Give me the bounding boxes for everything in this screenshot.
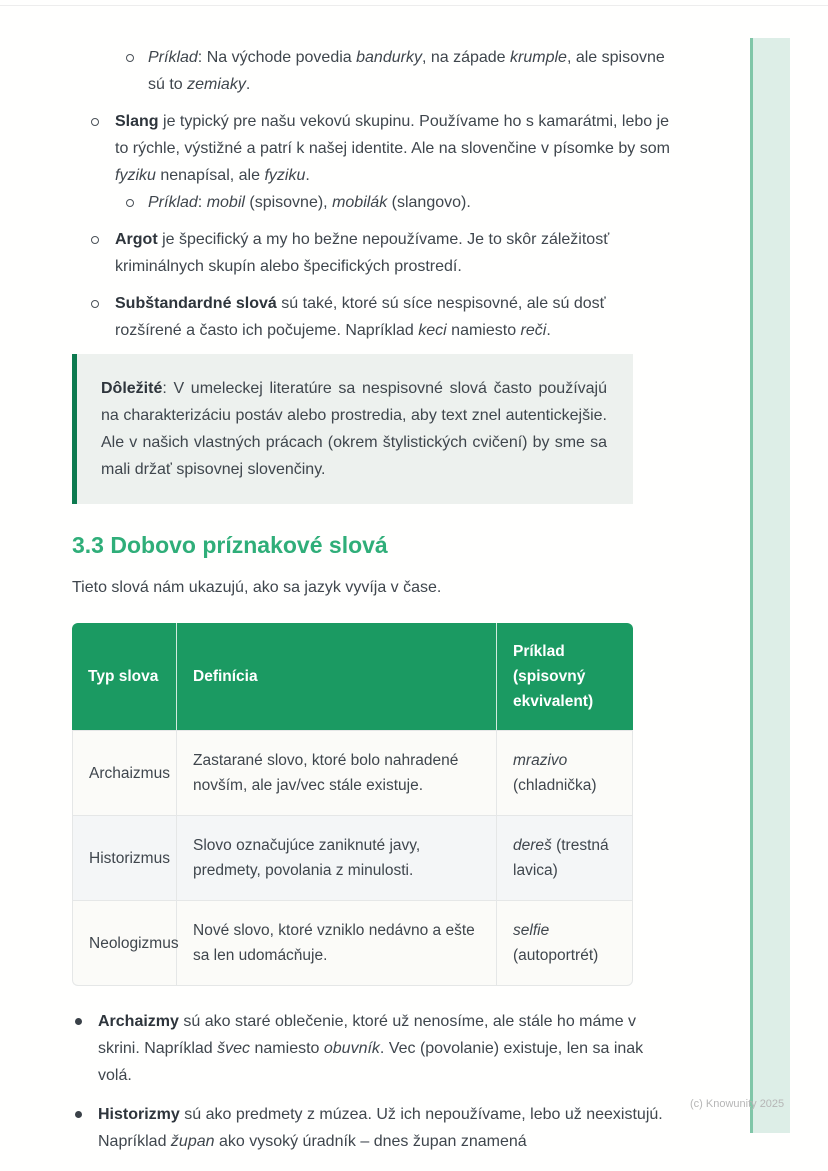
list-item [72, 290, 676, 344]
word-types-explanation-list [72, 1008, 676, 1155]
table-row [72, 730, 633, 815]
cell-definition: Nové slovo, ktoré vzniklo nedávno a ešte sa len udomácňuje. [176, 900, 496, 986]
disc-bullet-icon [75, 1018, 82, 1025]
disc-bullet-icon [75, 1111, 82, 1118]
cell-example: mrazivo (chladnička) [496, 730, 633, 815]
table-header-type: Typ slova [72, 623, 176, 730]
list-item-text: Subštandardné slová sú také, ktoré sú síce nespisovné, ale sú dosť rozšírené a často ich počujeme. Napríklad keci namiesto reči. [115, 295, 606, 339]
circle-bullet-icon [126, 199, 134, 207]
list-item [72, 1008, 676, 1089]
list-item-text: Príklad: Na východe povedia bandurky, na západe krumple, ale spisovne sú to zemiaky. [148, 49, 665, 93]
list-item [72, 1101, 676, 1155]
cell-definition: Slovo označujúce zaniknuté javy, predmety, povolania z minulosti. [176, 815, 496, 900]
document-content [72, 44, 676, 1155]
important-callout [72, 354, 633, 504]
cell-definition: Zastarané slovo, ktoré bolo nahradené novším, ale jav/vec stále existuje. [176, 730, 496, 815]
table-header-example: Príklad (spisovný ekvivalent) [496, 623, 633, 730]
list-item [72, 189, 676, 216]
circle-bullet-icon [91, 236, 99, 244]
word-types-table [72, 623, 633, 986]
cell-example: selfie (autoportrét) [496, 900, 633, 986]
table-row [72, 900, 633, 986]
watermark: (c) Knowunity 2025 [690, 1098, 785, 1110]
cell-type: Historizmus [72, 815, 176, 900]
cell-type: Neologizmus [72, 900, 176, 986]
section-intro: Tieto slová nám ukazujú, ako sa jazyk vyvíja v čase. [72, 579, 442, 596]
circle-bullet-icon [91, 300, 99, 308]
cell-example: dereš (trestná lavica) [496, 815, 633, 900]
page-top-edge [0, 5, 828, 6]
circle-bullet-icon [91, 118, 99, 126]
cell-type: Archaizmus [72, 730, 176, 815]
table-header-definition: Definícia [176, 623, 496, 730]
page-margin-accent-bar [750, 38, 790, 1133]
section-heading: 3.3 Dobovo príznakové slová [72, 532, 388, 558]
list-item-text: Historizmy sú ako predmety z múzea. Už ich nepoužívame, lebo už neexistujú. Napríklad župan ako vysoký úradník – dnes župan znamená [98, 1106, 663, 1150]
list-item-text: Argot je špecifický a my ho bežne nepoužívame. Je to skôr záležitosť kriminálnych skupín alebo špecifických prostredí. [115, 231, 610, 275]
circle-bullet-icon [126, 54, 134, 62]
table-header [72, 623, 633, 730]
list-item-text: Archaizmy sú ako staré oblečenie, ktoré už nenosíme, ale stále ho máme v skrini. Napríklad švec namiesto obuvník. Vec (povolanie) existuje, len sa inak volá. [98, 1013, 644, 1084]
table-header-row [72, 623, 633, 730]
list-item-text: Slang je typický pre našu vekovú skupinu. Používame ho s kamarátmi, lebo je to rýchle, výstižné a patrí k našej identite. Ale na slovenčine v písomke by som fyziku nenapísal, ale fyziku. [115, 113, 670, 184]
callout-text: Dôležité: V umeleckej literatúre sa nespisovné slová často používajú na charakterizáciu postáv alebo prostredia, aby text znel autentickejšie. Ale v našich vlastných prácach (okrem štylistických cvičení) by sme sa mali držať spisovnej slovenčiny. [101, 380, 607, 478]
list-item [72, 226, 676, 280]
nonstandard-words-list [72, 44, 676, 344]
list-item [72, 108, 676, 189]
list-item [72, 44, 676, 98]
table-row [72, 815, 633, 900]
list-item-text: Príklad: mobil (spisovne), mobilák (slangovo). [148, 194, 471, 211]
